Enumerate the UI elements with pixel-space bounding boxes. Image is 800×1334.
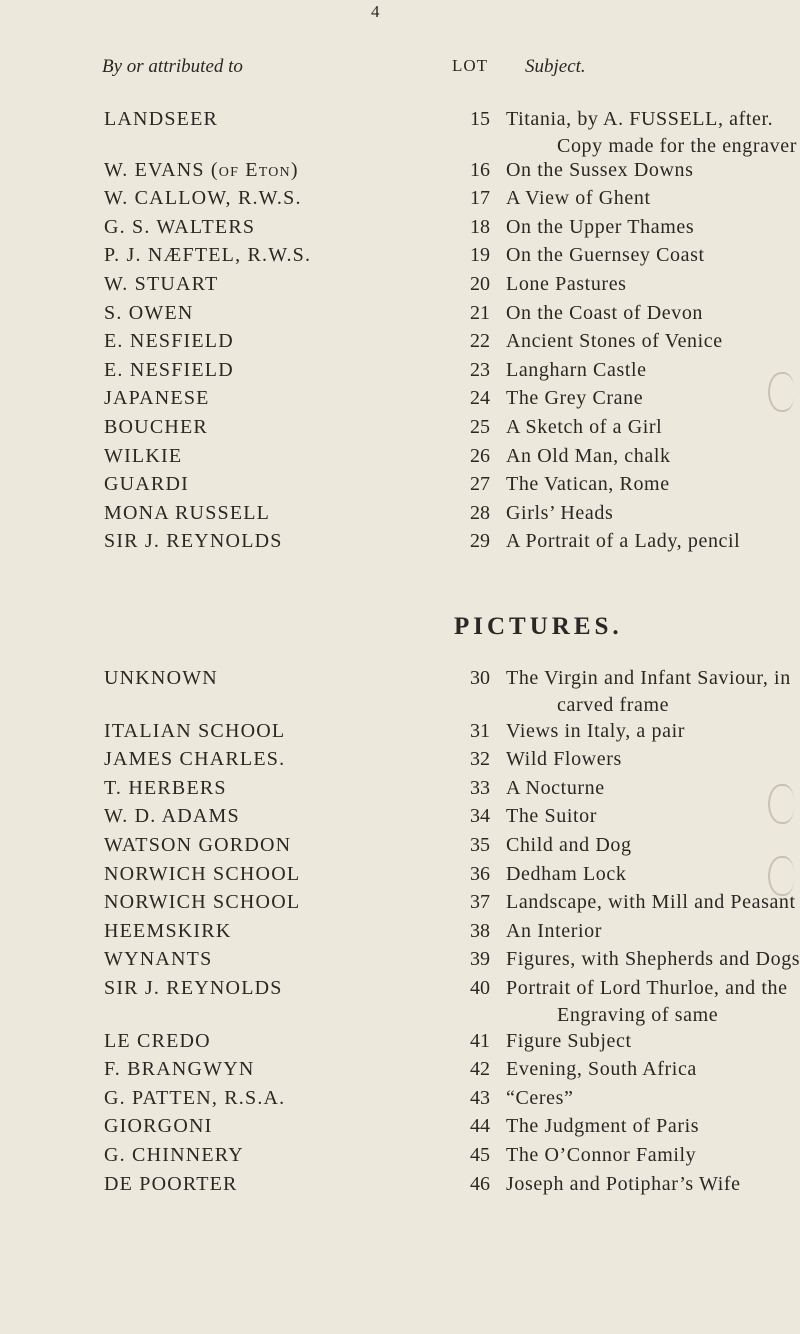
lot-row bbox=[0, 1030, 800, 1058]
lot-row bbox=[0, 948, 800, 976]
artist-name: WATSON GORDON bbox=[104, 834, 292, 856]
subject-title: Figures, with Shepherds and Dogs bbox=[506, 948, 800, 971]
subject-title: Langharn Castle bbox=[506, 358, 647, 381]
artist-name: SIR J. REYNOLDS bbox=[104, 530, 283, 553]
artist-name: W. D. ADAMS bbox=[104, 805, 240, 828]
artist-name: G. CHINNERY bbox=[104, 1144, 244, 1166]
lot-number: 31 bbox=[470, 719, 490, 742]
lot-row bbox=[0, 777, 800, 805]
section-title-pictures: PICTURES. bbox=[454, 613, 623, 640]
lot-number: 32 bbox=[470, 748, 490, 771]
subject-title: Ancient Stones of Venice bbox=[506, 330, 723, 353]
lot-number: 46 bbox=[470, 1172, 490, 1195]
lot-number: 23 bbox=[470, 358, 490, 381]
lot-row bbox=[0, 1087, 800, 1115]
header-lot: LOT bbox=[452, 56, 489, 75]
lot-row bbox=[0, 273, 800, 301]
subject-title: Child and Dog bbox=[506, 834, 632, 856]
lot-row bbox=[0, 1115, 800, 1143]
lot-row bbox=[0, 302, 800, 330]
lot-row bbox=[0, 1058, 800, 1086]
subject-title: Evening, South Africa bbox=[506, 1058, 697, 1081]
subject-title: The O’Connor Family bbox=[506, 1144, 697, 1166]
subject-continuation: carved frame bbox=[557, 693, 670, 716]
lot-row bbox=[0, 359, 800, 387]
lot-number: 20 bbox=[470, 273, 490, 295]
artist-name: G. PATTEN, R.S.A. bbox=[104, 1086, 286, 1109]
artist-name: ITALIAN SCHOOL bbox=[104, 719, 286, 742]
subject-title: A Sketch of a Girl bbox=[506, 416, 663, 438]
subject-title: “Ceres” bbox=[506, 1086, 574, 1109]
artist-name: JAMES CHARLES. bbox=[104, 748, 286, 771]
lot-number: 28 bbox=[470, 501, 490, 524]
lot-row bbox=[0, 445, 800, 473]
lot-number: 40 bbox=[470, 977, 490, 999]
lot-row bbox=[0, 244, 800, 272]
artist-name: BOUCHER bbox=[104, 416, 208, 438]
lot-row bbox=[0, 216, 800, 244]
artist-name: W. EVANS (of Eton) bbox=[104, 158, 299, 181]
lot-number: 33 bbox=[470, 776, 490, 799]
lot-row bbox=[0, 1144, 800, 1172]
artist-name: LE CREDO bbox=[104, 1029, 211, 1052]
subject-title: Views in Italy, a pair bbox=[506, 719, 685, 742]
subject-title: On the Sussex Downs bbox=[506, 158, 694, 181]
subject-title: On the Upper Thames bbox=[506, 215, 695, 238]
lot-number: 25 bbox=[470, 416, 490, 438]
lot-row bbox=[0, 920, 800, 948]
lot-number: 21 bbox=[470, 301, 490, 324]
subject-title: The Grey Crane bbox=[506, 387, 644, 410]
lot-row bbox=[0, 834, 800, 862]
artist-name: S. OWEN bbox=[104, 301, 194, 324]
lot-number: 42 bbox=[470, 1058, 490, 1081]
margin-mark bbox=[768, 784, 794, 824]
artist-name: F. BRANGWYN bbox=[104, 1058, 255, 1081]
header-artist: By or attributed to bbox=[102, 56, 243, 77]
lot-row bbox=[0, 502, 800, 530]
lot-number: 26 bbox=[470, 444, 490, 467]
artist-name: LANDSEER bbox=[104, 108, 219, 130]
artist-name: JAPANESE bbox=[104, 387, 210, 410]
lot-number: 16 bbox=[470, 158, 490, 181]
lot-number: 41 bbox=[470, 1029, 490, 1052]
lot-number: 22 bbox=[470, 330, 490, 353]
subject-continuation: Copy made for the engraver bbox=[557, 134, 797, 157]
artist-name: NORWICH SCHOOL bbox=[104, 891, 301, 914]
subject-title: Girls’ Heads bbox=[506, 501, 614, 524]
subject-title: An Old Man, chalk bbox=[506, 444, 671, 467]
lot-row bbox=[0, 416, 800, 444]
artist-name: W. CALLOW, R.W.S. bbox=[104, 187, 302, 210]
subject-title: Landscape, with Mill and Peasant bbox=[506, 891, 796, 914]
lot-number: 19 bbox=[470, 244, 490, 267]
lot-number: 36 bbox=[470, 862, 490, 885]
lot-number: 39 bbox=[470, 948, 490, 971]
lot-number: 45 bbox=[470, 1144, 490, 1166]
subject-title: On the Coast of Devon bbox=[506, 301, 704, 324]
lot-number: 35 bbox=[470, 834, 490, 856]
lot-number: 37 bbox=[470, 891, 490, 914]
subject-title: A Nocturne bbox=[506, 776, 605, 799]
lot-number: 34 bbox=[470, 805, 490, 828]
artist-name: MONA RUSSELL bbox=[104, 501, 271, 524]
lot-row bbox=[0, 977, 800, 1005]
lot-row bbox=[0, 720, 800, 748]
artist-name: WILKIE bbox=[104, 444, 183, 467]
margin-mark bbox=[768, 856, 794, 896]
lot-row bbox=[0, 667, 800, 695]
artist-name: NORWICH SCHOOL bbox=[104, 862, 301, 885]
header-subject: Subject. bbox=[525, 56, 586, 77]
lot-row bbox=[0, 863, 800, 891]
lot-row bbox=[0, 159, 800, 187]
lot-number: 18 bbox=[470, 215, 490, 238]
subject-title: A View of Ghent bbox=[506, 187, 651, 210]
subject-continuation: Engraving of same bbox=[557, 1003, 719, 1026]
artist-name: G. S. WALTERS bbox=[104, 215, 256, 238]
page-number: 4 bbox=[371, 2, 380, 21]
lot-number: 38 bbox=[470, 919, 490, 942]
lot-number: 29 bbox=[470, 530, 490, 553]
subject-title: Portrait of Lord Thurloe, and the bbox=[506, 977, 788, 999]
lot-number: 44 bbox=[470, 1115, 490, 1138]
subject-title: Titania, by A. FUSSELL, after. bbox=[506, 108, 774, 130]
artist-name: P. J. NÆFTEL, R.W.S. bbox=[104, 244, 312, 267]
artist-name: E. NESFIELD bbox=[104, 330, 234, 353]
lot-row bbox=[0, 748, 800, 776]
artist-name: T. HERBERS bbox=[104, 776, 227, 799]
subject-title: The Judgment of Paris bbox=[506, 1115, 700, 1138]
lot-row bbox=[0, 891, 800, 919]
subject-title: Dedham Lock bbox=[506, 862, 627, 885]
subject-title: Wild Flowers bbox=[506, 748, 622, 771]
lot-row bbox=[0, 1173, 800, 1201]
lot-number: 24 bbox=[470, 387, 490, 410]
subject-title: The Virgin and Infant Saviour, in bbox=[506, 667, 791, 689]
lot-number: 30 bbox=[470, 667, 490, 689]
artist-name: GUARDI bbox=[104, 473, 189, 496]
lot-row bbox=[0, 805, 800, 833]
artist-name: GIORGONI bbox=[104, 1115, 213, 1138]
artist-name: UNKNOWN bbox=[104, 667, 218, 689]
subject-title: A Portrait of a Lady, pencil bbox=[506, 530, 741, 553]
lot-number: 27 bbox=[470, 473, 490, 496]
lot-row bbox=[0, 187, 800, 215]
lot-number: 15 bbox=[470, 108, 490, 130]
artist-name: HEEMSKIRK bbox=[104, 919, 232, 942]
subject-title: On the Guernsey Coast bbox=[506, 244, 705, 267]
artist-name: E. NESFIELD bbox=[104, 358, 234, 381]
lot-row bbox=[0, 530, 800, 558]
lot-row bbox=[0, 330, 800, 358]
lot-row bbox=[0, 387, 800, 415]
lot-row bbox=[0, 108, 800, 136]
subject-title: An Interior bbox=[506, 919, 603, 942]
subject-title: Figure Subject bbox=[506, 1029, 632, 1052]
subject-title: The Suitor bbox=[506, 805, 597, 828]
lot-row bbox=[0, 473, 800, 501]
subject-title: Joseph and Potiphar’s Wife bbox=[506, 1172, 741, 1195]
margin-mark bbox=[768, 372, 794, 412]
lot-number: 43 bbox=[470, 1086, 490, 1109]
lot-number: 17 bbox=[470, 187, 490, 210]
artist-name: SIR J. REYNOLDS bbox=[104, 977, 283, 999]
subject-title: Lone Pastures bbox=[506, 273, 627, 295]
subject-title: The Vatican, Rome bbox=[506, 473, 670, 496]
artist-name: WYNANTS bbox=[104, 948, 213, 971]
artist-name: W. STUART bbox=[104, 273, 219, 295]
artist-name: DE POORTER bbox=[104, 1172, 238, 1195]
